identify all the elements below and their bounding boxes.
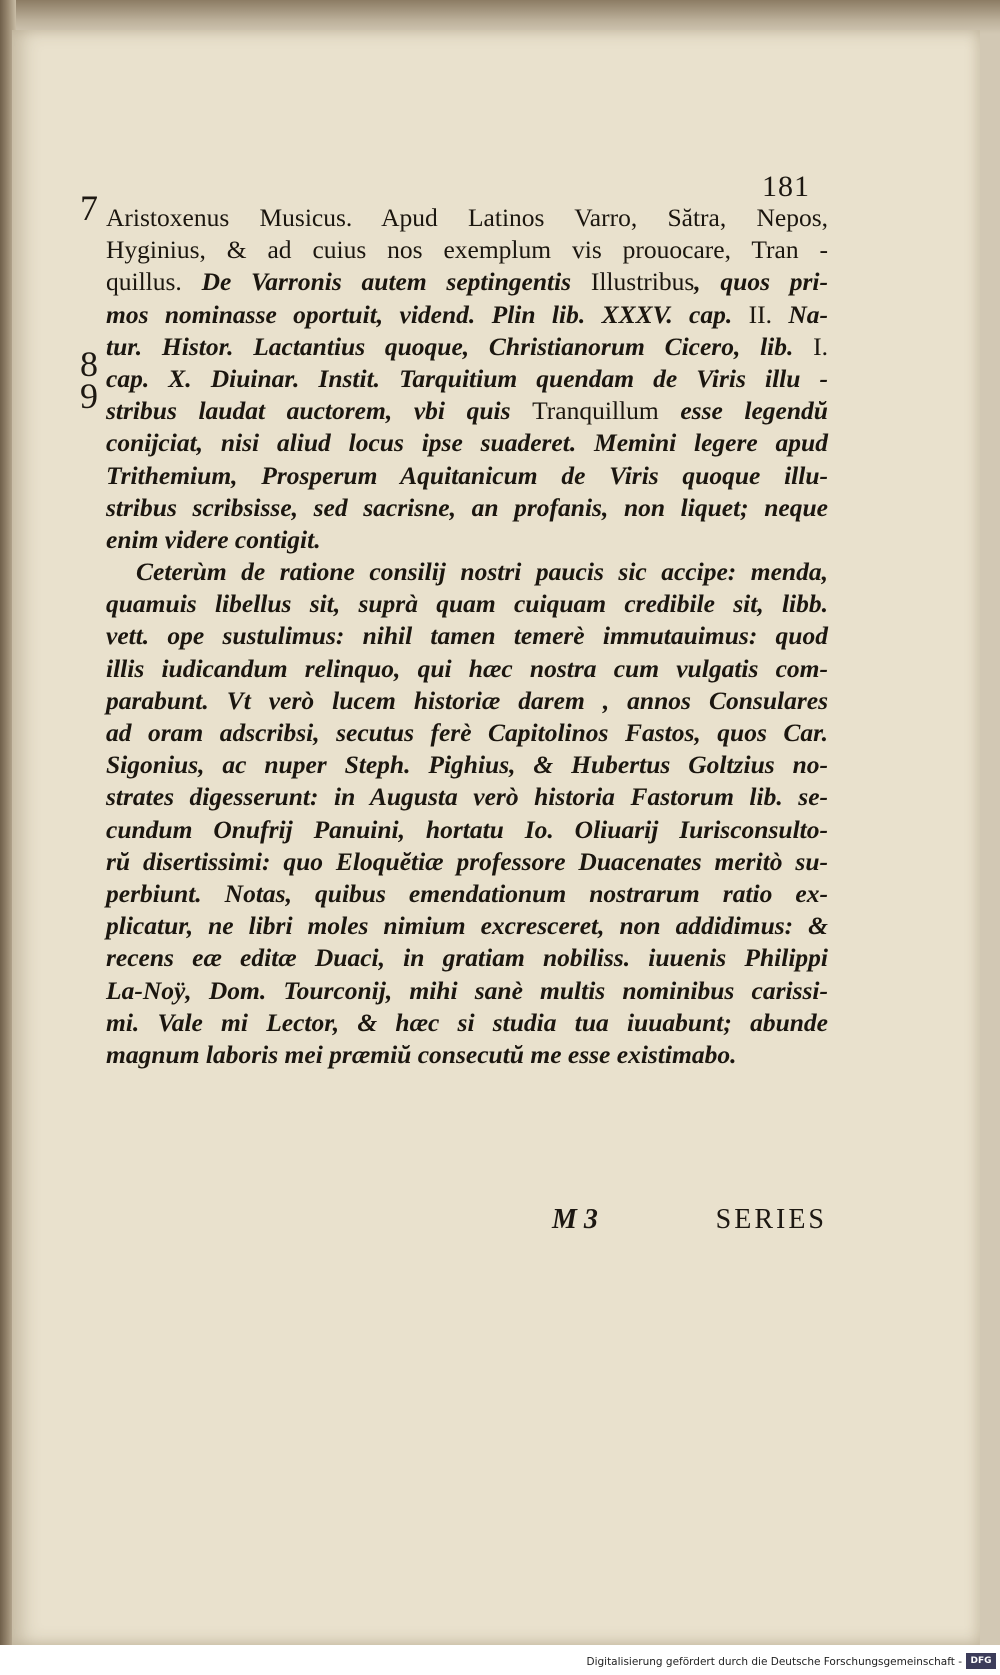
text-line xyxy=(106,524,828,556)
text-line xyxy=(106,749,828,781)
text-line xyxy=(106,975,828,1007)
text-line xyxy=(106,363,828,395)
margin-note-9: 9 xyxy=(80,376,98,416)
text-segment: ad oram adscribsi, secutus ferè Capitolinos Fastos, quos Car. xyxy=(106,718,828,747)
text-segment: De Varronis autem septingentis xyxy=(201,267,591,297)
text-segment: conijciat, nisi aliud locus ipse suaderet. Memini legere apud xyxy=(106,428,828,458)
text-segment: La-Noÿ, Dom. Tourconij, mihi sanè multis nominibus carissi- xyxy=(106,975,828,1005)
text-line xyxy=(106,653,828,685)
text-segment: vett. ope sustulimus: nihil tamen temerè immutauimus: quod xyxy=(106,621,828,651)
text-segment: quillus. xyxy=(106,267,202,297)
text-line xyxy=(106,942,828,974)
text-segment: perbiunt. Notas, quibus emendationum nostrarum ratio ex- xyxy=(106,878,828,908)
dfg-logo: DFG xyxy=(966,1653,996,1669)
text-line xyxy=(106,1007,828,1039)
text-line xyxy=(106,846,828,878)
body-text xyxy=(106,202,828,1071)
text-segment: illis iudicandum relinquo, qui hæc nostra cum vulgatis com- xyxy=(106,653,828,683)
margin-note-7: 7 xyxy=(80,188,98,228)
margin-note-8: 8 xyxy=(80,344,98,384)
text-line xyxy=(106,202,828,234)
text-segment: , quos pri- xyxy=(694,267,829,297)
text-line xyxy=(106,427,828,459)
signature-mark: M 3 xyxy=(552,1204,598,1235)
text-line xyxy=(106,395,828,427)
paragraph xyxy=(106,556,828,1071)
text-line xyxy=(106,781,828,813)
text-segment: cundum Onufrij Panuini, hortatu Io. Oliuarij Iurisconsulto- xyxy=(106,814,828,844)
text-line xyxy=(106,331,828,363)
text-segment: Aristoxenus Musicus. Apud Latinos Varro, Sătra, Nepos, xyxy=(106,203,828,232)
text-line xyxy=(106,685,828,717)
text-line xyxy=(106,588,828,620)
text-line xyxy=(106,717,828,749)
text-segment: Trithemium, Prosperum Aquitanicum de Viris quoque illu- xyxy=(106,460,828,490)
text-line xyxy=(106,556,828,588)
text-line xyxy=(106,814,828,846)
digitization-credit: Digitalisierung gefördert durch die Deutsche Forschungsgemeinschaft - xyxy=(586,1656,962,1668)
text-line xyxy=(106,266,828,298)
paragraph xyxy=(106,202,828,556)
page-number: 181 xyxy=(762,170,810,203)
text-segment: enim videre contigit. xyxy=(106,524,321,554)
text-segment: stribus laudat auctorem, vbi quis xyxy=(106,396,533,426)
text-segment: Tranquillum xyxy=(532,396,659,426)
text-segment: Hyginius, & ad cuius nos exemplum vis prouocare, Tran - xyxy=(106,235,828,265)
text-segment: plicatur, ne libri moles nimium excresceret, non addidimus: & xyxy=(106,911,828,941)
text-segment: stribus scribsisse, sed sacrisne, an profanis, non liquet; neque xyxy=(106,492,828,522)
text-segment: Illustribus xyxy=(590,267,695,297)
text-line xyxy=(106,878,828,910)
page-footer xyxy=(552,1204,827,1244)
text-segment: strates digesserunt: in Augusta verò historia Fastorum lib. se- xyxy=(106,782,828,812)
text-segment: II. xyxy=(748,299,772,329)
text-line xyxy=(106,1039,828,1071)
text-line xyxy=(106,492,828,524)
text-segment: Sigonius, ac nuper Steph. Pighius, & Hubertus Goltzius no- xyxy=(106,750,828,780)
text-segment: quamuis libellus sit, suprà quam cuiquam credibile sit, libb. xyxy=(106,589,828,619)
text-segment: Na- xyxy=(771,299,828,329)
text-segment: Ceterùm de ratione consilij nostri paucis sic accipe: menda, xyxy=(136,557,828,587)
text-segment: mi. Vale mi Lector, & hæc si studia tua iuuabunt; abunde xyxy=(106,1007,828,1037)
text-segment: cap. X. Diuinar. Instit. Tarquitium quendam de Viris illu - xyxy=(106,363,828,393)
text-segment: I. xyxy=(813,331,828,361)
text-line xyxy=(106,234,828,266)
text-segment: magnum laboris mei præmiŭ consecutŭ me esse existimabo. xyxy=(106,1039,737,1069)
text-line xyxy=(106,299,828,331)
text-line xyxy=(106,460,828,492)
scan-edge-top xyxy=(0,0,1000,34)
text-segment: esse legendŭ xyxy=(658,396,828,426)
text-segment: tur. Histor. Lactantius quoque, Christianorum Cicero, lib. xyxy=(106,331,814,361)
text-line xyxy=(106,910,828,942)
text-segment: recens eæ editæ Duaci, in gratiam nobiliss. iuuenis Philippi xyxy=(106,943,828,973)
text-segment: rŭ disertissimi: quo Eloquĕtiæ professore Duacenates meritò su- xyxy=(106,846,828,876)
text-segment: parabunt. Vt verò lucem historiæ darem , annos Consulares xyxy=(106,685,828,715)
catchword: SERIES xyxy=(715,1204,827,1235)
text-segment: mos nominasse oportuit, vidend. Plin lib. XXXV. cap. xyxy=(106,299,749,329)
text-line xyxy=(106,620,828,652)
